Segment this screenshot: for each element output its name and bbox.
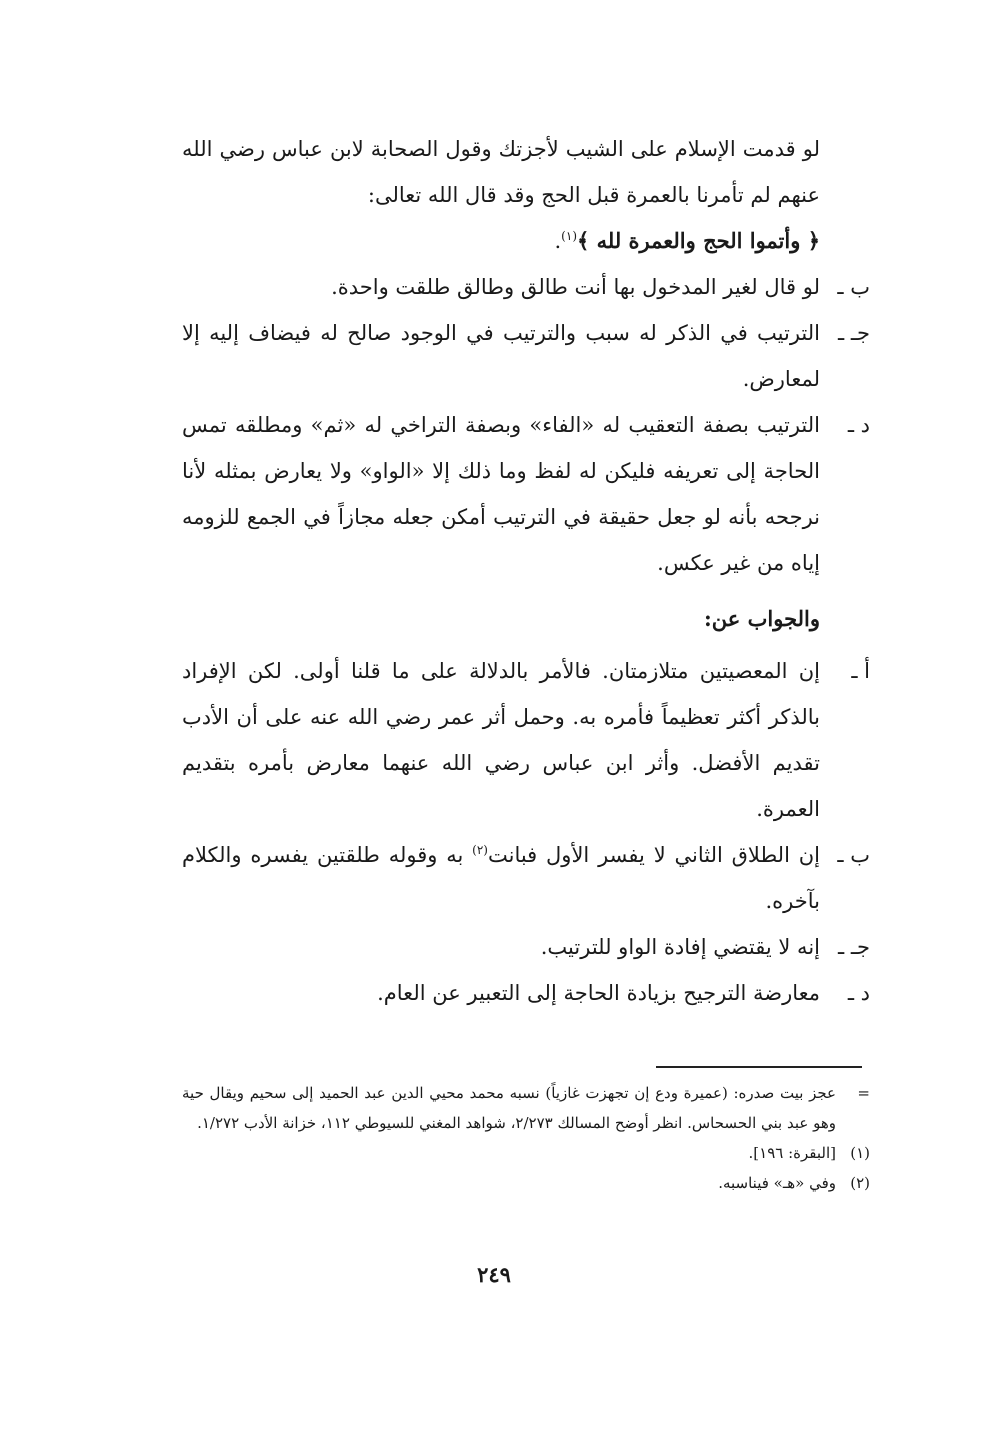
answer-text-before: إن الطلاق الثاني لا يفسر الأول فبانت <box>487 843 820 867</box>
item-text: إنه لا يقتضي إفادة الواو للترتيب. <box>540 935 820 959</box>
item-text: إن المعصيتين متلازمتان. فالأمر بالدلالة على ما قلنا أولى. لكن الإفراد بالذكر أكثر تعظيماً فأمره به. وحمل أثر عمر رضي الله عنه على أن الأدب تقديم الأفضل. وأثر ابن عباس رضي الله عنهما معارض بأمره بتقديم العمرة. <box>182 659 820 821</box>
footnote-text: [البقرة: ١٩٦]. <box>748 1144 836 1162</box>
item-letter: أ ـ <box>851 659 870 683</box>
list-item <box>182 402 870 586</box>
footnote <box>182 1168 870 1198</box>
continuation-text: لو قدمت الإسلام على الشيب لأجزتك وقول الصحابة لابن عباس رضي الله عنهم لم تأمرنا بالعمرة قبل الحج وقد قال الله تعالى: <box>182 137 820 207</box>
item-text: معارضة الترجيح بزيادة الحاجة إلى التعبير عن العام. <box>377 981 820 1005</box>
list-item <box>182 264 870 310</box>
answer-item <box>182 924 870 970</box>
list-item <box>182 310 870 402</box>
footnote-divider <box>656 1066 862 1068</box>
item-letter: ب ـ <box>837 843 870 867</box>
quran-quote: ﴿ وأتموا الحج والعمرة لله ﴾ <box>577 228 820 253</box>
item-letter: ب ـ <box>837 275 870 299</box>
quote-end: . <box>554 229 562 253</box>
page-number: ٢٤٩ <box>477 1262 511 1287</box>
answer-heading: والجواب عن: <box>704 606 820 631</box>
item-text <box>182 832 820 924</box>
footnote-mark: (١) <box>850 1144 870 1162</box>
item-letter: د ـ <box>847 413 870 437</box>
continuation-paragraph <box>182 126 870 264</box>
item-letter: جـ ـ <box>838 935 870 959</box>
footnote-ref-2: (٢) <box>472 843 488 857</box>
footnote-text: وفي «هـ» فيناسبه. <box>718 1174 836 1192</box>
footnote-mark: = <box>857 1084 870 1102</box>
footnote-ref-1: (١) <box>561 229 577 243</box>
footnote <box>182 1078 870 1138</box>
footnote-mark: (٢) <box>850 1174 870 1192</box>
footnote-text: عجز بيت صدره: (عميرة ودع إن تجهزت غازياً) نسبه محمد محيي الدين عبد الحميد إلى سحيم ويقال حية وهو عبد بني الحسحاس. انظر أوضح المسالك ٢/٢٧٣، شواهد المغني للسيوطي ١١٢، خزانة الأدب ١/٢٧٢. <box>182 1084 836 1132</box>
footnotes <box>182 1078 870 1198</box>
main-text <box>182 126 870 1016</box>
item-letter: جـ ـ <box>838 321 870 345</box>
item-text: الترتيب بصفة التعقيب له «الفاء» وبصفة التراخي له «ثم» ومطلقه تمس الحاجة إلى تعريفه فليكن له لفظ وما ذلك إلا «الواو» ولا يعارض بمثله لأنا نرجحه بأنه لو جعل حقيقة في الترتيب أمكن جعله مجازاً في الجمع للزومه إياه من غير عكس. <box>182 413 820 575</box>
footnote <box>182 1138 870 1168</box>
item-text: لو قال لغير المدخول بها أنت طالق وطالق طلقت واحدة. <box>331 275 820 299</box>
answer-item <box>182 648 870 832</box>
item-text: الترتيب في الذكر له سبب والترتيب في الوجود صالح له فيضاف إليه إلا لمعارض. <box>182 321 820 391</box>
answer-item <box>182 970 870 1016</box>
item-letter: د ـ <box>847 981 870 1005</box>
answer-item <box>182 832 870 924</box>
answer-text-after: به وقوله طلقتين يفسره والكلام بآخره. <box>182 843 820 913</box>
